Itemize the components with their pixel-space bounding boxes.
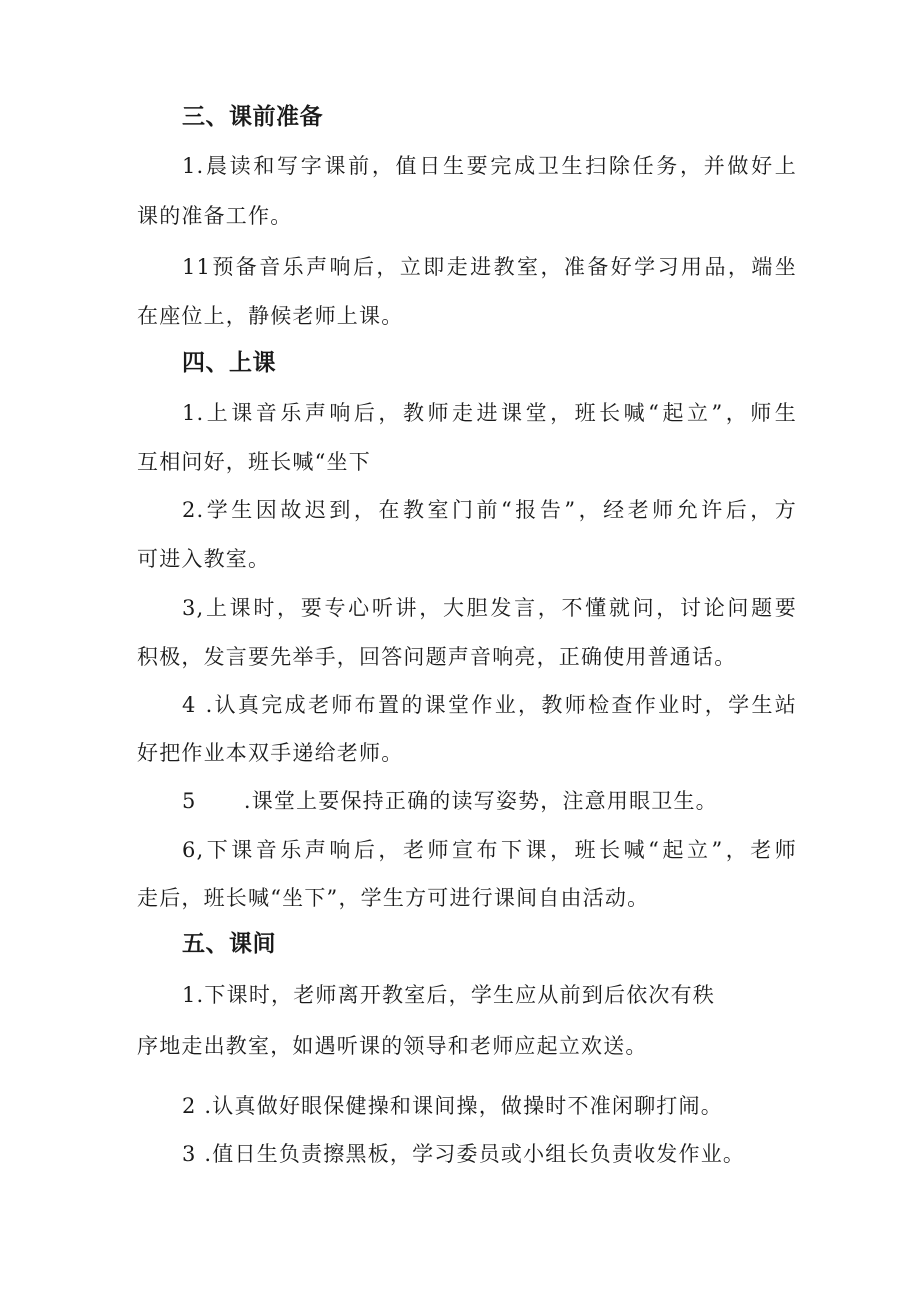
paragraph-line: 可进入教室。: [137, 547, 271, 571]
paragraph-line: 积极，发言要先举手，回答问题声音响亮，正确使用普通话。: [137, 645, 737, 669]
section-heading-3: 三、课前准备: [182, 104, 323, 130]
paragraph-line: 序地走出教室，如遇听课的领导和老师应起立欢送。: [137, 1034, 648, 1058]
paragraph-line: 5 .课堂上要保持正确的读写姿势，注意用眼卫生。: [182, 789, 718, 813]
paragraph-line: 1.上课音乐声响后，教师走进课堂，班长喊“起立”，师生: [182, 401, 797, 425]
section-heading-4: 四、上课: [182, 350, 276, 376]
paragraph-line: 1.晨读和写字课前，值日生要完成卫生扫除任务，并做好上: [182, 154, 797, 178]
paragraph-line: 3 .值日生负责擦黑板，学习委员或小组长负责收发作业。: [182, 1142, 746, 1166]
paragraph-line: 走后，班长喊“坐下”，学生方可进行课间自由活动。: [137, 886, 650, 910]
paragraph-line: 1.下课时，老师离开教室后，学生应从前到后依次有秩: [182, 983, 716, 1007]
paragraph-line: 好把作业本双手递给老师。: [137, 741, 404, 765]
paragraph-line: 4 .认真完成老师布置的课堂作业，教师检查作业时，学生站: [182, 693, 797, 717]
paragraph-line: 课的准备工作。: [137, 204, 293, 228]
paragraph-line: 3,上课时，要专心听讲，大胆发言，不懂就问，讨论问题要: [182, 596, 797, 620]
paragraph-line: 2 .认真做好眼保健操和课间操，做操时不准闲聊打闹。: [182, 1094, 723, 1118]
paragraph-line: 2.学生因故迟到，在教室门前“报告”，经老师允许后，方: [182, 498, 797, 522]
paragraph-line: 在座位上，静候老师上课。: [137, 304, 404, 328]
paragraph-line: 11预备音乐声响后，立即走进教室，准备好学习用品，端坐: [182, 255, 797, 279]
section-heading-5: 五、课间: [182, 931, 276, 957]
paragraph-line: 6,下课音乐声响后，老师宣布下课，班长喊“起立”，老师: [182, 838, 797, 862]
paragraph-line: 互相问好，班长喊“坐下: [137, 450, 371, 474]
